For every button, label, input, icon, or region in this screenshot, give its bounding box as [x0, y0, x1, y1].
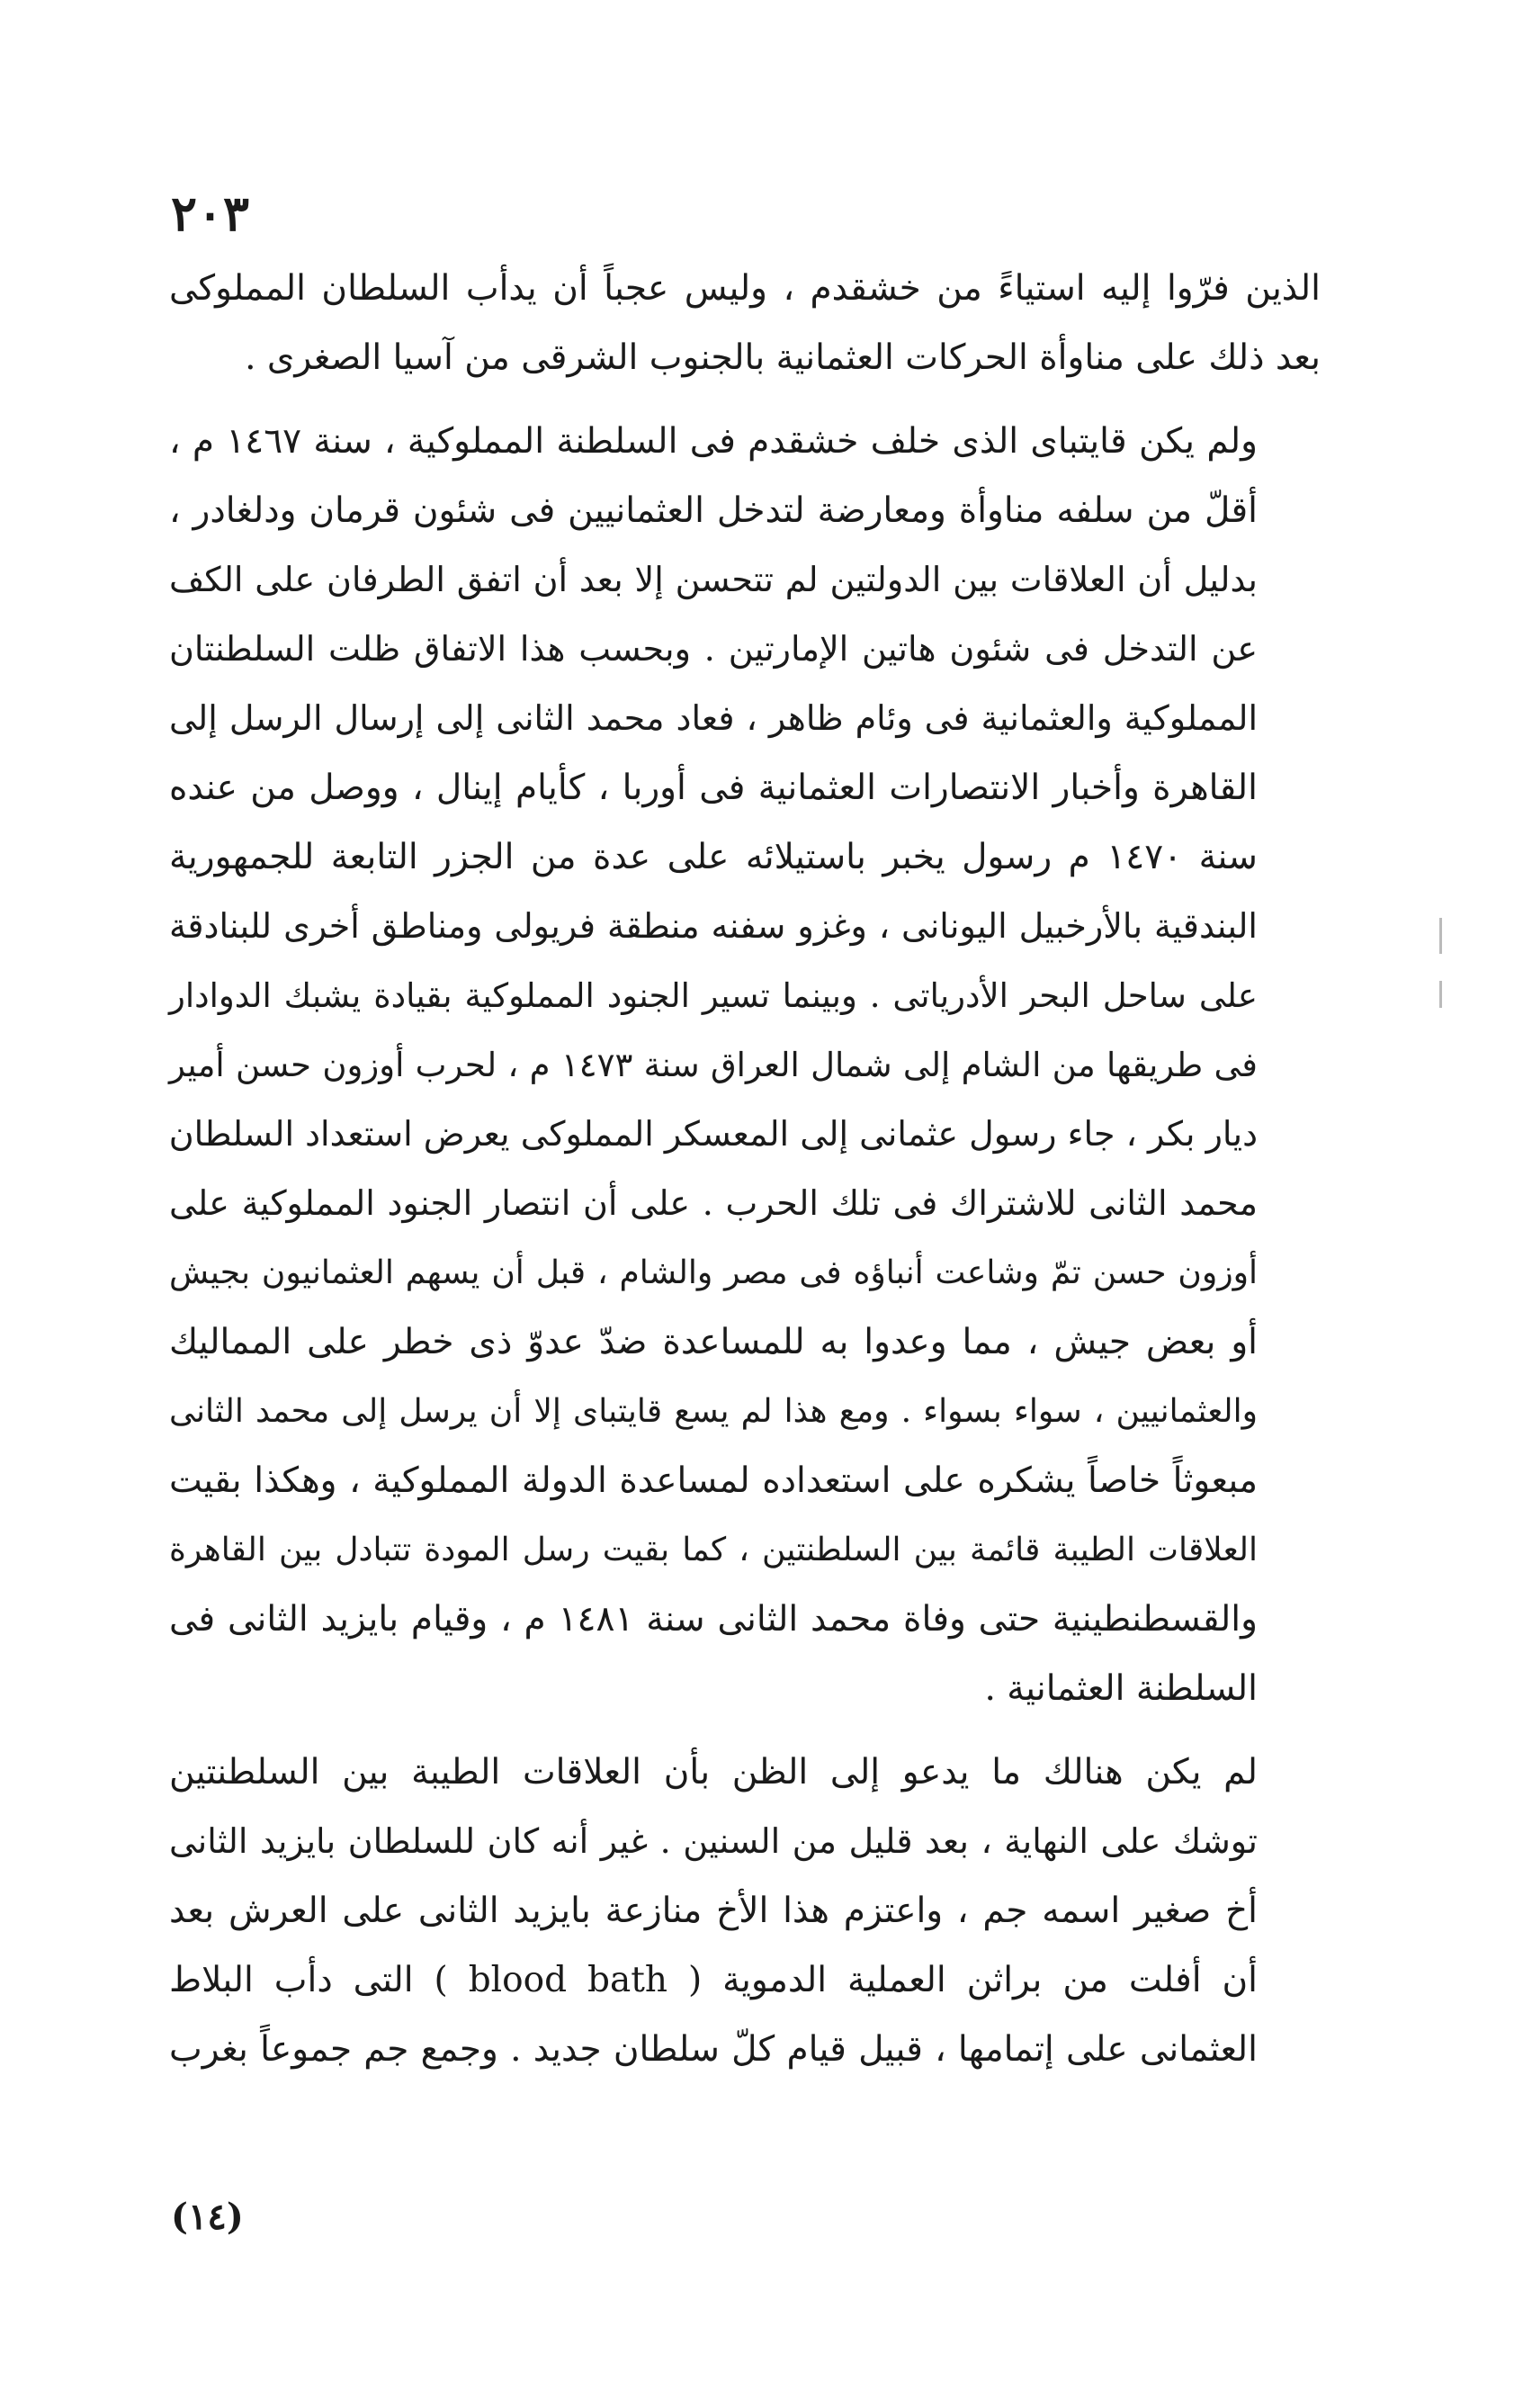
signature-mark: (١٤) [171, 2196, 244, 2238]
text-line: أن أفلت من براثن العملية الدموية ( blood bath ) التى دأب البلاط [169, 1960, 1258, 2000]
text-line: سنة ١٤٧٠ م رسول يخبر باستيلائه على عدة من الجزر التابعة للجمهورية [169, 837, 1258, 877]
text-line: أخ صغير اسمه جم ، واعتزم هذا الأخ منازعة بايزيد الثانى على العرش بعد [169, 1891, 1258, 1931]
text-line: القاهرة وأخبار الانتصارات العثمانية فى أوربا ، كأيام إينال ، ووصل من عنده [169, 768, 1258, 808]
text-line: توشك على النهاية ، بعد قليل من السنين . غير أنه كان للسلطان بايزيد الثانى [169, 1821, 1258, 1861]
page-number: ٢٠٣ [171, 184, 250, 242]
text-line: والعثمانيين ، سواء بسواء . ومع هذا لم يسع قايتباى إلا أن يرسل إلى محمد الثانى [169, 1393, 1258, 1430]
body-text [169, 254, 1321, 2098]
text-line: الذين فرّوا إليه استياءً من خشقدم ، وليس عجباً أن يدأب السلطان المملوكى [169, 268, 1321, 309]
text-line: أقلّ من سلفه مناوأة ومعارضة لتدخل العثمانيين فى شئون قرمان ودلغادر ، [169, 490, 1258, 531]
text-line: عن التدخل فى شئون هاتين الإمارتين . وبحسب هذا الاتفاق ظلت السلطنتان [169, 629, 1258, 669]
text-line: العلاقات الطيبة قائمة بين السلطنتين ، كما بقيت رسل المودة تتبادل بين القاهرة [169, 1532, 1258, 1568]
text-line: لم يكن هنالك ما يدعو إلى الظن بأن العلاقات الطيبة بين السلطنتين [169, 1752, 1258, 1793]
text-line: بعد ذلك على مناوأة الحركات العثمانية بالجنوب الشرقى من آسيا الصغرى . [245, 337, 1321, 378]
text-line: على ساحل البحر الأدرياتى . وبينما تسير الجنود المملوكية بقيادة يشبك الدوادار [169, 976, 1258, 1015]
text-line: ديار بكر ، جاء رسول عثمانى إلى المعسكر المملوكى يعرض استعداد السلطان [168, 1114, 1258, 1154]
text-line: العثمانى على إتمامها ، قبيل قيام كلّ سلطان جديد . وجمع جم جموعاً بغرب [169, 2029, 1258, 2070]
text-line: البندقية بالأرخبيل اليونانى ، وغزو سفنه منطقة فريولى ومناطق أخرى للبنادقة [169, 906, 1258, 946]
text-line: محمد الثانى للاشتراك فى تلك الحرب . على أن انتصار الجنود المملوكية على [169, 1183, 1258, 1223]
text-line: أوزون حسن تمّ وشاعت أنباؤه فى مصر والشام ، قبل أن يسهم العثمانيون بجيش [169, 1254, 1258, 1291]
text-line: ولم يكن قايتباى الذى خلف خشقدم فى السلطنة المملوكية ، سنة ١٤٦٧ م ، [169, 421, 1258, 462]
paragraph-3 [169, 1738, 1321, 2084]
text-line: أو بعض جيش ، مما وعدوا به للمساعدة ضدّ عدوّ ذى خطر على المماليك [169, 1322, 1258, 1362]
text-line: مبعوثاً خاصاً يشكره على استعداده لمساعدة الدولة المملوكية ، وهكذا بقيت [169, 1460, 1259, 1501]
paragraph-1 [169, 254, 1321, 392]
paragraph-2 [169, 407, 1321, 1723]
text-line: بدليل أن العلاقات بين الدولتين لم تتحسن إلا بعد أن اتفق الطرفان على الكف [169, 560, 1258, 599]
margin-scratch-mark [1439, 918, 1442, 954]
margin-scratch-mark [1439, 981, 1442, 1008]
text-line: المملوكية والعثمانية فى وئام ظاهر ، فعاد محمد الثانى إلى إرسال الرسل إلى [169, 698, 1258, 738]
text-line: فى طريقها من الشام إلى شمال العراق سنة ١٤٧٣ م ، لحرب أوزون حسن أمير [169, 1046, 1258, 1084]
text-line: والقسطنطينية حتى وفاة محمد الثانى سنة ١٤٨١ م ، وقيام بايزيد الثانى فى [169, 1599, 1258, 1640]
text-line: السلطنة العثمانية . [984, 1668, 1258, 1709]
